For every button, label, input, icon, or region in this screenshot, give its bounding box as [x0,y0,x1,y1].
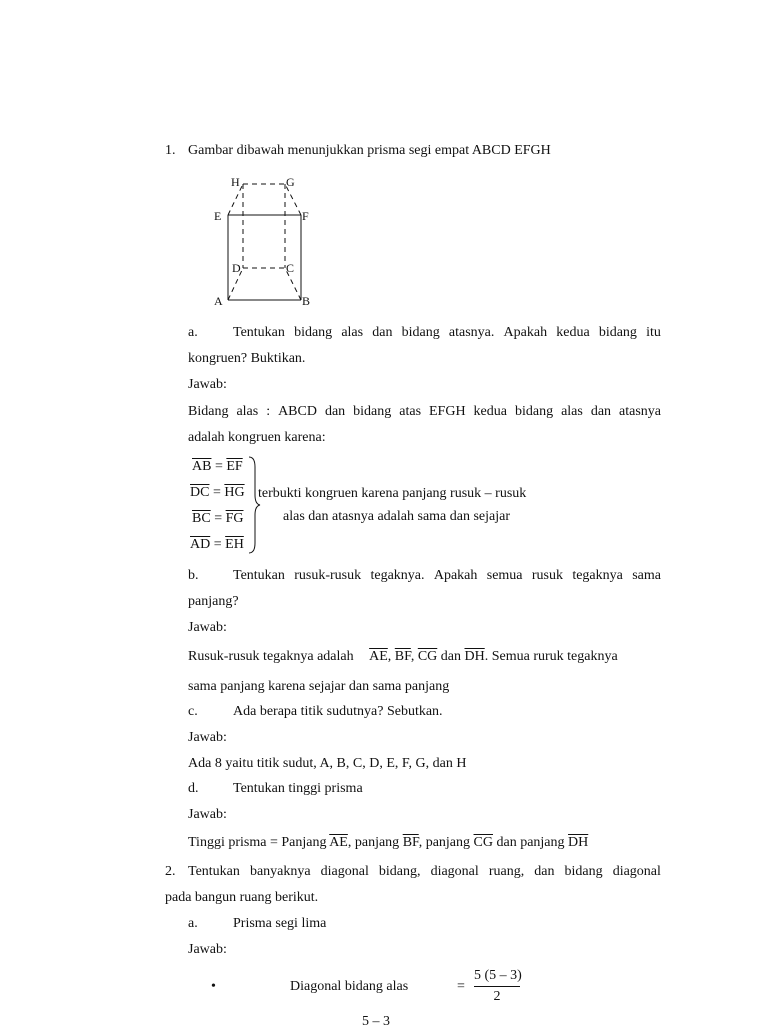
and-word: dan [440,649,461,664]
equation-row [192,511,244,527]
q1b-question-line1 [233,568,661,584]
equation-left: $\overline{DC}$ [190,485,210,500]
word: ABCD [278,404,317,419]
vertex-d: D [232,261,241,275]
word: bidang [401,325,440,340]
equation-right: $\overline{FG}$ [225,511,244,526]
equation-row [192,459,243,475]
word: dan [590,404,612,419]
word: rusuk [531,568,563,583]
equation-eq: = [211,459,227,474]
q1c-label: c. [188,704,198,719]
vertex-f: F [302,209,309,223]
equation-right: $\overline{EF}$ [226,459,243,474]
q1a-question-line1 [233,325,661,341]
word: dan [534,864,555,879]
q1b-label: b. [188,568,199,583]
word: kedua [556,325,590,340]
word: bidang [598,325,637,340]
word: dan [372,325,393,340]
word: bidang [514,404,554,419]
word: bidang, [378,864,421,879]
q1d-jawab: Jawab: [188,807,227,822]
q1c-jawab: Jawab: [188,730,227,745]
edge-label-cg: $\overline{CG}$ [417,649,438,664]
cut-fraction-text: 5 – 3 [362,1014,390,1029]
word: itu [646,325,661,340]
edge-label-bf: $\overline{BF}$ [394,649,411,664]
vertex-e: E [214,209,222,223]
q1a-jawab: Jawab: [188,377,227,392]
edge-label-cg: $\overline{CG}$ [473,835,493,850]
q2a-item: Diagonal bidang alas [290,979,409,994]
word: rusuk-rusuk [294,568,362,583]
equation-left: $\overline{AB}$ [192,459,212,474]
equation-left: $\overline{BC}$ [192,511,211,526]
word: Tentukan [233,325,285,340]
equation-right: $\overline{HG}$ [224,485,245,500]
word: bidang [294,325,333,340]
word: bidang [564,864,603,879]
word: Bidang [188,404,229,419]
word: atas [399,404,422,419]
q1b-jawab: Jawab: [188,620,227,635]
edge-label-ae: $\overline{AE}$ [329,835,348,850]
q2-number: 2. [165,864,176,879]
q2-line2: pada bangun ruang berikut. [165,890,319,905]
bullet: • [211,979,216,994]
q1d-answer [188,835,588,851]
equation-eq: = [209,485,225,500]
prism-figure [205,170,325,310]
edge-label-dh: $\overline{DH}$ [568,835,589,850]
edge-label-bf: $\overline{BF}$ [402,835,419,850]
edge-label-ae: $\overline{AE}$ [369,649,388,664]
equals-sign: = [457,979,465,994]
word: atasnya. [448,325,495,340]
vertex-g: G [286,175,295,189]
word: bidang [353,404,392,419]
word: semua [486,568,523,583]
word: atasnya [619,404,661,419]
q2a-label: a. [188,916,198,931]
vertex-c: C [286,261,295,275]
word: Apakah [503,325,548,340]
word: diagonal [612,864,661,879]
q1b-ans-suffix: . Semua ruruk tegaknya [484,649,618,664]
q1d-label: d. [188,781,199,796]
fraction-bar [474,986,520,987]
word: alas [341,325,364,340]
q1c-answer: Ada 8 yaitu titik sudut, A, B, C, D, E, F, G, dan H [188,756,467,771]
word: sama [632,568,661,583]
word: banyaknya [249,864,311,879]
q1a-question-line2: kongruen? Buktikan. [188,351,306,366]
q1b-answer-line1 [188,649,618,665]
q2a-text: Prisma segi lima [233,916,327,931]
vertex-b: B [302,294,311,308]
equation-eq: = [210,537,226,552]
word: tegaknya. [370,568,425,583]
word: kedua [473,404,507,419]
word: alas [561,404,583,419]
q1d-question: Tentukan tinggi prisma [233,781,363,796]
q1a-answer-line1 [188,404,661,420]
equation-row [190,537,244,553]
brace-text-line2: alas dan atasnya adalah sama dan sejajar [283,509,511,524]
vertex-h: H [231,175,240,189]
q1b-answer-line2: sama panjang karena sejajar dan sama panjang [188,679,450,694]
q1c-question: Ada berapa titik sudutnya? Sebutkan. [233,704,443,719]
word: tegaknya [572,568,623,583]
sep: , [410,649,415,664]
word: diagonal [320,864,369,879]
word: alas [236,404,259,419]
fraction-denominator: 2 [493,989,501,1004]
q1d-mid3: dan panjang [496,835,565,850]
q1d-ans-prefix: Tinggi prisma = Panjang [188,835,327,850]
q1b-question-line2: panjang? [188,594,239,609]
word: Tentukan [188,864,240,879]
equation-eq: = [210,511,226,526]
edge-label-dh: $\overline{DH}$ [464,649,485,664]
equation-right: $\overline{EH}$ [225,537,244,552]
word: diagonal [430,864,479,879]
vertex-a: A [214,294,223,308]
word: EFGH [429,404,466,419]
word: Tentukan [233,568,285,583]
word: Apakah [433,568,478,583]
word: : [266,404,271,419]
q1d-mid2: , panjang [418,835,471,850]
q1d-mid1: , panjang [347,835,400,850]
q2a-jawab: Jawab: [188,942,227,957]
right-brace [247,455,261,555]
q1a-answer-line2: adalah kongruen karena: [188,430,326,445]
q1-number: 1. [165,143,176,158]
word: dan [324,404,346,419]
equation-row [190,485,245,501]
q1b-ans-prefix: Rusuk-rusuk tegaknya adalah [188,649,354,664]
q1-text: Gambar dibawah menunjukkan prisma segi empat ABCD EFGH [188,143,551,158]
sep: , [387,649,392,664]
q2-line1 [188,864,661,880]
word: ruang, [488,864,525,879]
brace-text-line1: terbukti kongruen karena panjang rusuk – rusuk [258,486,527,501]
fraction-numerator: 5 (5 – 3) [474,968,522,983]
equation-left: $\overline{AD}$ [190,537,211,552]
q1a-label: a. [188,325,198,340]
